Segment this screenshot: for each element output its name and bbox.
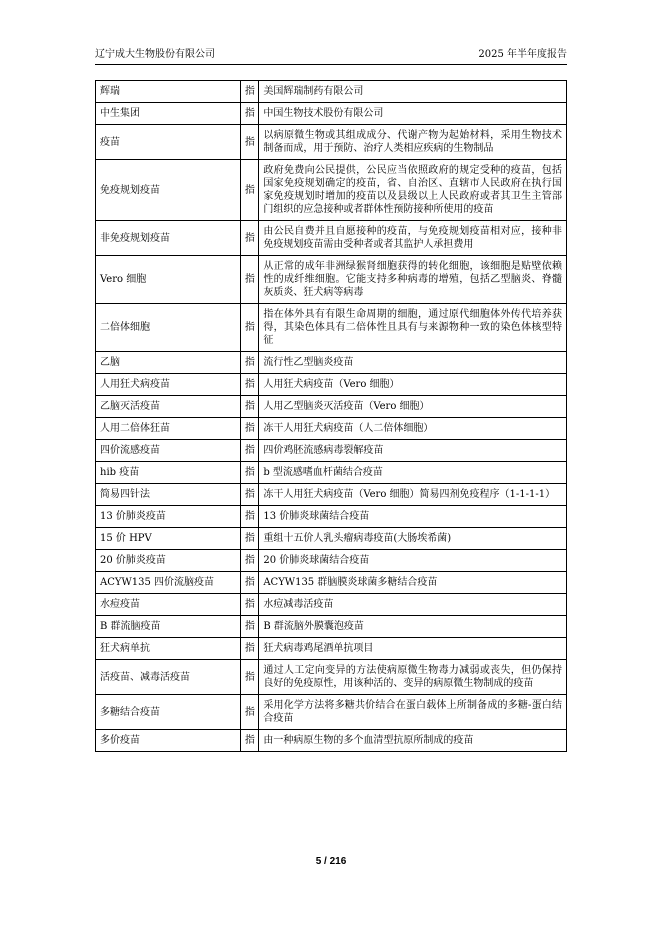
header-company-name: 辽宁成大生物股份有限公司 [95,49,215,60]
term-cell: Vero 细胞 [96,256,241,304]
separator-cell: 指 [241,352,259,374]
table-row [96,221,567,256]
definition-cell: 中国生物技术股份有限公司 [259,103,567,125]
separator-cell: 指 [241,462,259,484]
term-cell: 人用二倍体狂苗 [96,418,241,440]
separator-cell: 指 [241,730,259,752]
table-row [96,695,567,730]
separator-cell: 指 [241,418,259,440]
definition-cell: 由一种病原生物的多个血清型抗原所制成的疫苗 [259,730,567,752]
separator-cell: 指 [241,103,259,125]
separator-cell: 指 [241,440,259,462]
term-cell: 非免疫规划疫苗 [96,221,241,256]
separator-cell: 指 [241,160,259,221]
table-row [96,160,567,221]
term-cell: 活疫苗、减毒活疫苗 [96,660,241,695]
term-cell: 13 价肺炎疫苗 [96,506,241,528]
definition-cell: B 群流脑外膜囊泡疫苗 [259,616,567,638]
separator-cell: 指 [241,506,259,528]
definition-cell: 美国辉瑞制药有限公司 [259,81,567,103]
definition-cell: 政府免费向公民提供，公民应当依照政府的规定受种的疫苗，包括国家免疫规划确定的疫苗，省、自治区、直辖市人民政府在执行国家免疫规划时增加的疫苗以及县级以上人民政府或者其卫生主管部门组织的应急接种或者群体性预防接种所使用的疫苗 [259,160,567,221]
term-cell: 中生集团 [96,103,241,125]
definition-cell: 流行性乙型脑炎疫苗 [259,352,567,374]
definition-cell: b 型流感嗜血杆菌结合疫苗 [259,462,567,484]
term-cell: 水痘疫苗 [96,594,241,616]
page-number: 5 / 216 [315,856,347,867]
term-cell: 疫苗 [96,125,241,160]
table-row [96,506,567,528]
separator-cell: 指 [241,528,259,550]
separator-cell: 指 [241,256,259,304]
table-row [96,616,567,638]
term-cell: 免疫规划疫苗 [96,160,241,221]
definition-cell: 从正常的成年非洲绿猴肾细胞获得的转化细胞，该细胞是贴壁依赖性的成纤维细胞。它能支持多种病毒的增殖，包括乙型脑炎、脊髓灰质炎、狂犬病等病毒 [259,256,567,304]
definition-cell: 通过人工定向变异的方法使病原微生物毒力减弱或丧失，但仍保持良好的免疫原性，用该种活的、变异的病原微生物制成的疫苗 [259,660,567,695]
definitions-table [95,80,567,752]
table-row [96,528,567,550]
table-row [96,660,567,695]
table-row [96,462,567,484]
separator-cell: 指 [241,81,259,103]
term-cell: 辉瑞 [96,81,241,103]
term-cell: ACYW135 四价流脑疫苗 [96,572,241,594]
definition-cell: ACYW135 群脑膜炎球菌多糖结合疫苗 [259,572,567,594]
definition-cell: 冻干人用狂犬病疫苗（Vero 细胞）简易四剂免疫程序（1-1-1-1） [259,484,567,506]
table-row [96,484,567,506]
definition-cell: 狂犬病毒鸡尾酒单抗项目 [259,638,567,660]
definition-cell: 四价鸡胚流感病毒裂解疫苗 [259,440,567,462]
table-row [96,730,567,752]
term-cell: 多价疫苗 [96,730,241,752]
term-cell: B 群流脑疫苗 [96,616,241,638]
separator-cell: 指 [241,125,259,160]
table-row [96,103,567,125]
table-row [96,638,567,660]
definition-cell: 水痘减毒活疫苗 [259,594,567,616]
term-cell: 多糖结合疫苗 [96,695,241,730]
separator-cell: 指 [241,484,259,506]
table-row [96,396,567,418]
definition-cell: 采用化学方法将多糖共价结合在蛋白载体上所制备成的多糖-蛋白结合疫苗 [259,695,567,730]
separator-cell: 指 [241,396,259,418]
term-cell: 狂犬病单抗 [96,638,241,660]
separator-cell: 指 [241,594,259,616]
separator-cell: 指 [241,638,259,660]
definition-cell: 由公民自费并且自愿接种的疫苗，与免疫规划疫苗相对应，接种非免疫规划疫苗需由受种者或者其监护人承担费用 [259,221,567,256]
header-divider [95,64,567,65]
table-row [96,440,567,462]
table-row [96,572,567,594]
term-cell: 人用狂犬病疫苗 [96,374,241,396]
definition-cell: 重组十五价人乳头瘤病毒疫苗(大肠埃希菌) [259,528,567,550]
table-row [96,256,567,304]
definition-cell: 人用乙型脑炎灭活疫苗（Vero 细胞） [259,396,567,418]
table-row [96,304,567,352]
table-row [96,594,567,616]
term-cell: 20 价肺炎疫苗 [96,550,241,572]
term-cell: hib 疫苗 [96,462,241,484]
table-row [96,125,567,160]
term-cell: 15 价 HPV [96,528,241,550]
definition-cell: 人用狂犬病疫苗（Vero 细胞） [259,374,567,396]
page-header [95,47,567,63]
term-cell: 简易四针法 [96,484,241,506]
term-cell: 四价流感疫苗 [96,440,241,462]
separator-cell: 指 [241,572,259,594]
definition-cell: 13 价肺炎球菌结合疫苗 [259,506,567,528]
header-report-title: 2025 年半年度报告 [478,49,567,60]
term-cell: 乙脑灭活疫苗 [96,396,241,418]
table-row [96,550,567,572]
table-row [96,418,567,440]
term-cell: 乙脑 [96,352,241,374]
definition-cell: 冻干人用狂犬病疫苗（人二倍体细胞） [259,418,567,440]
term-cell: 二倍体细胞 [96,304,241,352]
separator-cell: 指 [241,695,259,730]
table-row [96,352,567,374]
table-row [96,374,567,396]
definition-cell: 以病原微生物或其组成成分、代谢产物为起始材料，采用生物技术制备而成，用于预防、治疗人类相应疾病的生物制品 [259,125,567,160]
separator-cell: 指 [241,374,259,396]
separator-cell: 指 [241,660,259,695]
definition-cell: 指在体外具有有限生命周期的细胞，通过原代细胞体外传代培养获得，其染色体具有二倍体性且具有与来源物种一致的染色体核型特征 [259,304,567,352]
definitions-table-body [96,81,567,752]
separator-cell: 指 [241,550,259,572]
separator-cell: 指 [241,304,259,352]
separator-cell: 指 [241,221,259,256]
separator-cell: 指 [241,616,259,638]
definition-cell: 20 价肺炎球菌结合疫苗 [259,550,567,572]
table-row [96,81,567,103]
